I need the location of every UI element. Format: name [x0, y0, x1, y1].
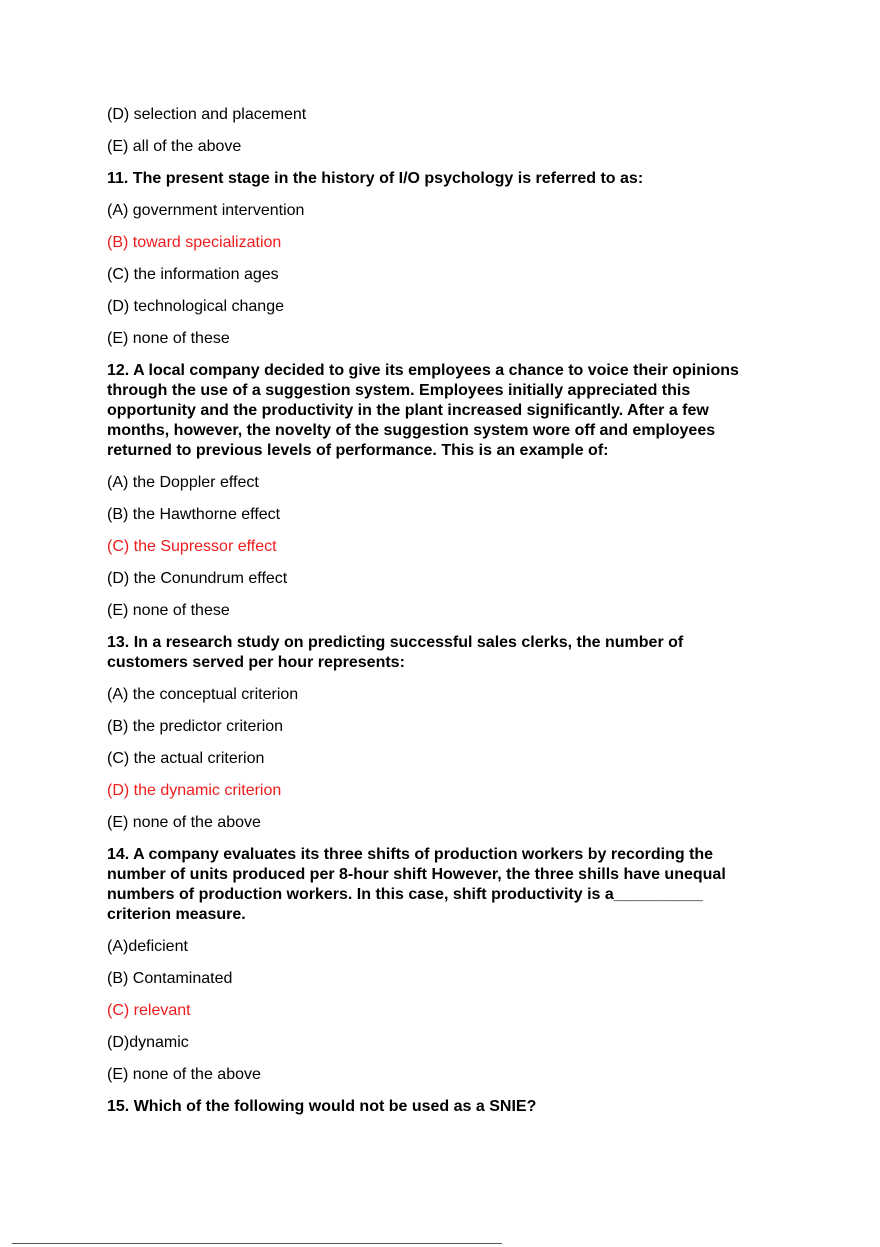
q11-option-b: (B) toward specialization — [107, 234, 282, 251]
prev-option-e: (E) all of the above — [107, 138, 242, 155]
q11-option-e: (E) none of these — [107, 330, 230, 347]
q13-option-c: (C) the actual criterion — [107, 750, 265, 767]
question-15: 15. Which of the following would not be used as a SNIE? — [107, 1098, 537, 1115]
document-page — [107, 105, 767, 1129]
q12-option-d: (D) the Conundrum effect — [107, 570, 288, 587]
footer-divider — [12, 1243, 502, 1244]
question-12: 12. A local company decided to give its employees a chance to voice their opinions through the use of a suggestion system. Employees initially appreciated this opportunity and the productivity in the plant increased significantly. After a few months, however, the novelty of the suggestion system wore off and employees returned to previous levels of performance. This is an example of: — [107, 362, 739, 459]
prev-option-d: (D) selection and placement — [107, 106, 307, 123]
q14-option-d: (D)dynamic — [107, 1034, 189, 1051]
q11-option-d: (D) technological change — [107, 298, 284, 315]
q11-option-a: (A) government intervention — [107, 202, 305, 219]
q14-option-c: (C) relevant — [107, 1002, 191, 1019]
q14-option-b: (B) Contaminated — [107, 970, 233, 987]
question-11: 11. The present stage in the history of I/O psychology is referred to as: — [107, 170, 644, 187]
question-14: 14. A company evaluates its three shifts of production workers by recording the number of units produced per 8-hour shift However, the three shills have unequal numbers of production workers. In this case, shift productivity is a__________ criterion measure. — [107, 846, 726, 923]
q11-option-c: (C) the information ages — [107, 266, 279, 283]
question-13: 13. In a research study on predicting successful sales clerks, the number of customers served per hour represents: — [107, 634, 684, 671]
q14-option-a: (A)deficient — [107, 938, 188, 955]
q12-option-e: (E) none of these — [107, 602, 230, 619]
q12-option-c: (C) the Supressor effect — [107, 538, 277, 555]
q12-option-b: (B) the Hawthorne effect — [107, 506, 281, 523]
q13-option-a: (A) the conceptual criterion — [107, 686, 299, 703]
q12-option-a: (A) the Doppler effect — [107, 474, 259, 491]
q13-option-d: (D) the dynamic criterion — [107, 782, 282, 799]
q13-option-e: (E) none of the above — [107, 814, 261, 831]
q13-option-b: (B) the predictor criterion — [107, 718, 284, 735]
q14-option-e: (E) none of the above — [107, 1066, 261, 1083]
